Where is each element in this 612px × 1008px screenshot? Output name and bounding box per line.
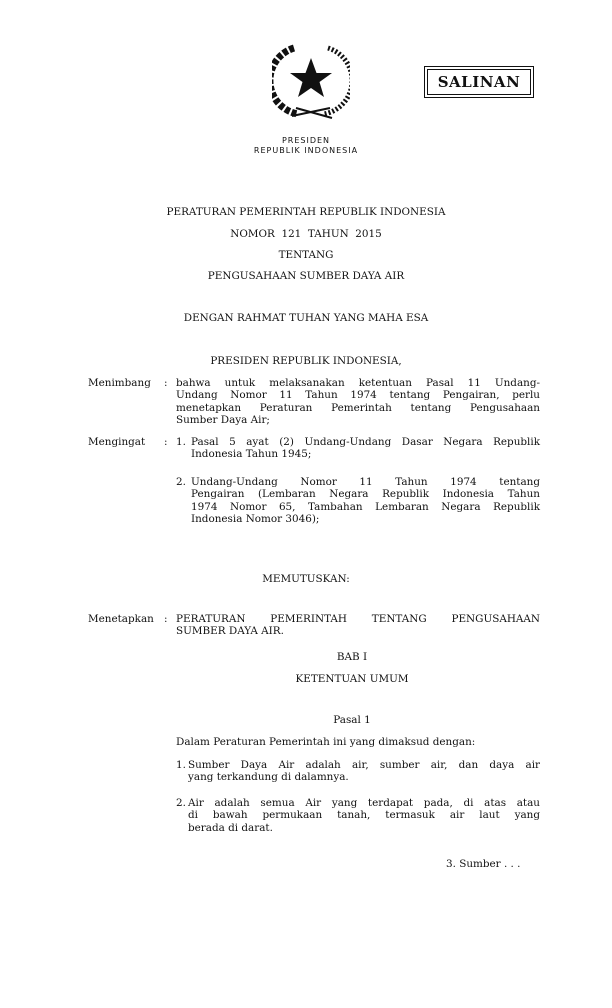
- mengingat-item-line: 1974 Nomor 65, Tambahan Lembaran Negara Republik: [191, 500, 540, 513]
- continuation-marker: 3. Sumber . . .: [446, 858, 521, 870]
- menimbang-text-line: menetapkan Peraturan Pemerintah tentang Pengusahaan: [176, 401, 540, 414]
- bab-heading: BAB I: [336, 651, 368, 663]
- colon: :: [164, 377, 168, 389]
- bab-title: KETENTUAN UMUM: [295, 673, 409, 685]
- memutuskan-heading: MEMUTUSKAN:: [262, 573, 350, 585]
- regulation-about: TENTANG: [278, 249, 334, 261]
- emblem-caption: PRESIDEN: [281, 136, 331, 145]
- menimbang-text-line: bahwa untuk melaksanakan ketentuan Pasal 11 Undang-: [176, 377, 540, 389]
- pasal-intro: Dalam Peraturan Pemerintah ini yang dimaksud dengan:: [176, 736, 476, 748]
- menetapkan-label: Menetapkan: [88, 613, 154, 625]
- president-heading: PRESIDEN REPUBLIK INDONESIA,: [210, 355, 402, 367]
- menetapkan-text-line: PERATURAN PEMERINTAH TENTANG PENGUSAHAAN: [176, 613, 540, 625]
- regulation-number: NOMOR 121 TAHUN 2015: [230, 228, 382, 240]
- definition-line: yang terkandung di dalamnya.: [188, 771, 349, 784]
- menimbang-text-line: Undang Nomor 11 Tahun 1974 tentang Pengairan, perlu: [176, 389, 540, 402]
- list-number: 2.: [176, 797, 186, 809]
- list-number: 1.: [176, 436, 186, 448]
- menimbang-text-line: Sumber Daya Air;: [176, 413, 270, 426]
- emblem-caption: REPUBLIK INDONESIA: [253, 146, 359, 155]
- mengingat-item-line: Indonesia Tahun 1945;: [191, 448, 312, 461]
- definition-line: Sumber Daya Air adalah air, sumber air, dan daya air: [188, 759, 540, 771]
- pasal-heading: Pasal 1: [333, 714, 371, 726]
- menetapkan-text-line: SUMBER DAYA AIR.: [176, 625, 284, 638]
- mengingat-item-line: Undang-Undang Nomor 11 Tahun 1974 tentang: [191, 476, 540, 488]
- colon: :: [164, 436, 168, 448]
- mengingat-item-line: Pengairan (Lembaran Negara Republik Indonesia Tahun: [191, 488, 540, 501]
- definition-line: di bawah permukaan tanah, termasuk air laut yang: [188, 809, 540, 822]
- regulation-subject: PENGUSAHAAN SUMBER DAYA AIR: [207, 270, 405, 282]
- mengingat-item-line: Pasal 5 ayat (2) Undang-Undang Dasar Negara Republik: [191, 436, 540, 448]
- mengingat-item-line: Indonesia Nomor 3046);: [191, 512, 320, 525]
- definition-line: berada di darat.: [188, 821, 273, 834]
- list-number: 1.: [176, 759, 186, 771]
- colon: :: [164, 613, 168, 625]
- menimbang-label: Menimbang: [88, 377, 151, 389]
- salinan-stamp: SALINAN: [424, 66, 534, 98]
- invocation: DENGAN RAHMAT TUHAN YANG MAHA ESA: [183, 312, 429, 324]
- list-number: 2.: [176, 476, 186, 488]
- garuda-emblem-icon: [272, 40, 350, 122]
- definition-line: Air adalah semua Air yang terdapat pada, di atas atau: [188, 797, 540, 809]
- regulation-title: PERATURAN PEMERINTAH REPUBLIK INDONESIA: [166, 206, 446, 218]
- mengingat-label: Mengingat: [88, 436, 146, 448]
